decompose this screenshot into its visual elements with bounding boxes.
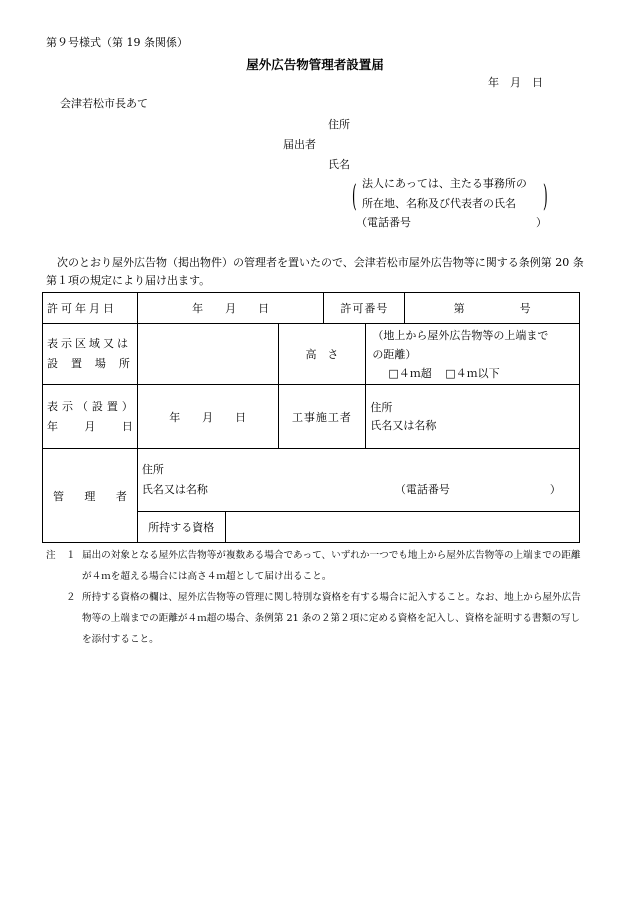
contractor-field[interactable] (366, 385, 580, 449)
note-number: １ (66, 550, 76, 561)
submission-date: 年 月 日 (488, 76, 543, 89)
applicant-label: 届出者 (283, 138, 316, 151)
table-row (43, 324, 580, 385)
corporation-note-line1: 法人にあっては、主たる事務所の (362, 177, 527, 190)
qualification-label: 所持する資格 (137, 512, 225, 543)
permit-number-field[interactable]: 第 号 (405, 293, 580, 324)
contractor-label: 工事施工者 (278, 385, 366, 449)
table-row (43, 293, 580, 324)
contractor-name-label: 氏名又は名称 (370, 418, 437, 432)
bracket-open: ( (352, 179, 357, 214)
permit-date-field[interactable]: 年 月 日 (137, 293, 324, 324)
corporation-note-line2: 所在地、名称及び代表者の氏名 (362, 197, 516, 210)
applicant-phone-label: （電話番号 (356, 216, 411, 229)
note-number: ２ (66, 592, 76, 603)
table-row (43, 385, 580, 449)
form-number: 第９号様式（第 19 条関係） (46, 36, 188, 49)
manager-phone-label: （電話番号 (394, 483, 450, 496)
table-row (43, 449, 580, 512)
document-title: 屋外広告物管理者設置届 (246, 57, 384, 72)
contractor-address-label: 住所 (370, 400, 393, 414)
bracket-close: ) (543, 179, 548, 214)
location-label (43, 324, 138, 385)
height-field (366, 324, 580, 385)
applicant-name-label: 氏名 (328, 158, 350, 171)
location-field[interactable] (137, 324, 278, 385)
notification-table (42, 292, 580, 543)
manager-label: 管 理 者 (43, 449, 138, 543)
note-text: 届出の対象となる屋外広告物等が複数ある場合であって、いずれか一つでも地上から屋外広告物等の上端までの距離が４ｍを超える場合には高さ４ｍ超として届け出ること。 (82, 550, 581, 582)
permit-date-label: 許可年月日 (43, 293, 138, 324)
location-label-line2: 設置場所 (47, 357, 133, 370)
manager-address-label: 住所 (141, 463, 164, 476)
height-note-line1: （地上から屋外広告物等の上端まで (372, 328, 549, 342)
intro-text: 次のとおり屋外広告物（掲出物件）の管理者を置いたので、会津若松市屋外広告物等に関する条例第 20 条第１項の規定により届け出ます。 (46, 256, 584, 287)
height-over-4m-checkbox[interactable]: □４ｍ超 (388, 366, 432, 380)
display-date-label-line2: 年 月 日 (47, 419, 133, 433)
manager-phone-close: ） (549, 483, 561, 496)
manager-field[interactable] (137, 449, 579, 512)
applicant-address-label: 住所 (328, 118, 350, 131)
addressee: 会津若松市長あて (60, 97, 148, 110)
display-date-field[interactable]: 年 月 日 (137, 385, 278, 449)
height-label: 高 さ (278, 324, 366, 385)
manager-name-label: 氏名又は名称 (141, 483, 208, 496)
applicant-phone (356, 214, 547, 230)
display-date-label-line1: 表示（設置） (47, 399, 133, 413)
qualification-field[interactable] (225, 512, 579, 543)
height-under-4m-checkbox[interactable]: □４ｍ以下 (445, 366, 500, 380)
notes-prefix: 注 (46, 550, 56, 561)
notes (46, 545, 586, 650)
note-item (46, 587, 586, 650)
note-item (46, 545, 586, 587)
height-note-line2: の距離） (372, 347, 417, 361)
location-label-line1: 表示区域又は (47, 337, 131, 350)
note-text: 所持する資格の欄は、屋外広告物等の管理に関し特別な資格を有する場合に記入すること。なお、地上から屋外広告物等の上端までの距離が４ｍ超の場合、条例第 21 条の２第２項に定める資格を記入し、資格を証明する書類の写しを添付すること。 (82, 592, 581, 645)
display-date-label (43, 385, 138, 449)
applicant-phone-close: ） (536, 216, 547, 229)
permit-number-label: 許可番号 (324, 293, 405, 324)
